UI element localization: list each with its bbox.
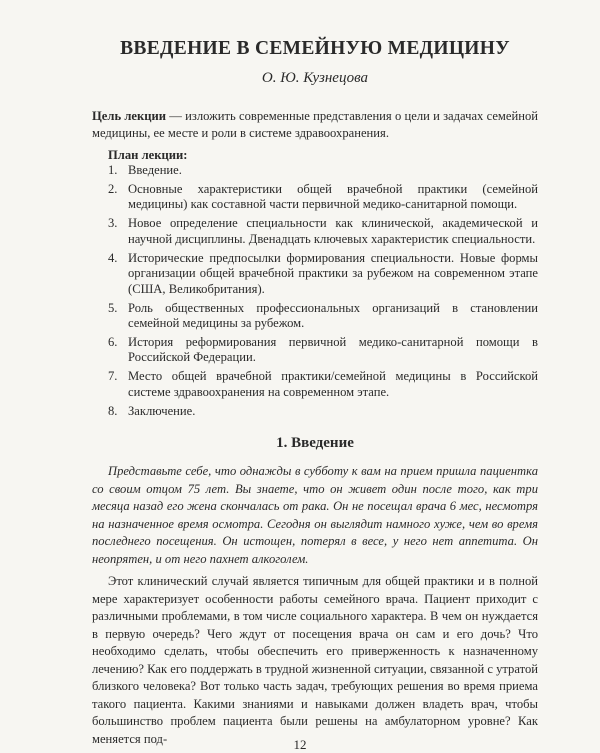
plan-item xyxy=(108,335,538,366)
plan-item-number: 3. xyxy=(108,216,118,231)
lecture-goal xyxy=(92,108,538,142)
plan-item xyxy=(108,251,538,298)
plan-item-number: 7. xyxy=(108,369,118,384)
author-name: О. Ю. Кузнецова xyxy=(261,70,369,86)
plan-heading: План лекции: xyxy=(108,148,188,162)
plan-item xyxy=(108,163,538,179)
plan-item-number: 2. xyxy=(108,181,118,196)
plan-item-number: 4. xyxy=(108,250,118,265)
plan-item-number: 5. xyxy=(108,300,118,315)
plan-item-text: Введение. xyxy=(128,163,182,177)
plan-item-number: 1. xyxy=(108,163,118,177)
case-paragraph: Представьте себе, что однажды в субботу к вам на прием пришла пациентка со своим отцом 75 лет. Вы знаете, что он живет один после того, как три месяца назад его жена скончалась от рака. Он не посещал врача 6 мес, несмотря на назначенное время осмотра. Сегодня он выглядит намного хуже, чем во время последнего посещения. Он истощен, потерял в весе, у него нет аппетита. Он неопрятен, и от него пахнет алкоголем. xyxy=(92,464,538,566)
plan-item-number: 6. xyxy=(108,334,118,349)
plan-item-text: Заключение. xyxy=(128,403,196,418)
plan-item xyxy=(108,301,538,332)
plan-item-text: Исторические предпосылки формирования специальности. Новые формы организации общей врачебной практики за рубежом на современном этапе (США, Великобритания). xyxy=(128,250,538,296)
page-number: 12 xyxy=(293,737,307,752)
plan-item xyxy=(108,216,538,247)
plan-item-text: Новое определение специальности как клинической, академической и научной дисциплины. Двенадцать ключевых характеристик специальности. xyxy=(128,216,538,246)
plan-item-text: Роль общественных профессиональных организаций в становлении семейной медицины за рубежом. xyxy=(128,300,538,331)
plan-item xyxy=(108,182,538,213)
section-heading: 1. Введение xyxy=(276,435,354,451)
plan-item-text: Основные характеристики общей врачебной практики (семейной медицины) как составной части первичной медико-санитарной помощи. xyxy=(128,181,538,212)
plan-item-text: История реформирования первичной медико-санитарной помощи в Российской Федерации. xyxy=(128,334,538,365)
body-paragraph: Этот клинический случай является типичным для общей практики и в полной мере характеризует особенности работы семейного врача. Пациент приходит с различными проблемами, в том числе социального характера. В чем он нуждается в первую очередь? Чего ждут от посещения врача он сам и его дочь? Что необходимо сделать, чтобы обеспечить его приверженность к назначенному лечению? Как его поддержать в трудной жизненной ситуации, связанной с утратой близкого человека? Вот только часть задач, требующих решения во время приема такого пациента. Какими знаниями и навыками должен владеть врач, чтобы большинство проблем пациента были решены на амбулаторном уровне? Как меняется под- xyxy=(92,574,538,746)
goal-text: — изложить современные представления о цели и задачах семейной медицины, ее месте и роли в системе здравоохранения. xyxy=(92,109,538,140)
plan-item xyxy=(108,404,538,420)
plan-item-text: Место общей врачебной практики/семейной медицины в Российской системе здравоохранения на современном этапе. xyxy=(128,369,538,399)
page-title: ВВЕДЕНИЕ В СЕМЕЙНУЮ МЕДИЦИНУ xyxy=(120,38,510,59)
goal-label: Цель лекции xyxy=(92,109,167,123)
plan-list xyxy=(108,163,538,423)
plan-item xyxy=(108,369,538,400)
plan-item-number: 8. xyxy=(108,403,118,418)
